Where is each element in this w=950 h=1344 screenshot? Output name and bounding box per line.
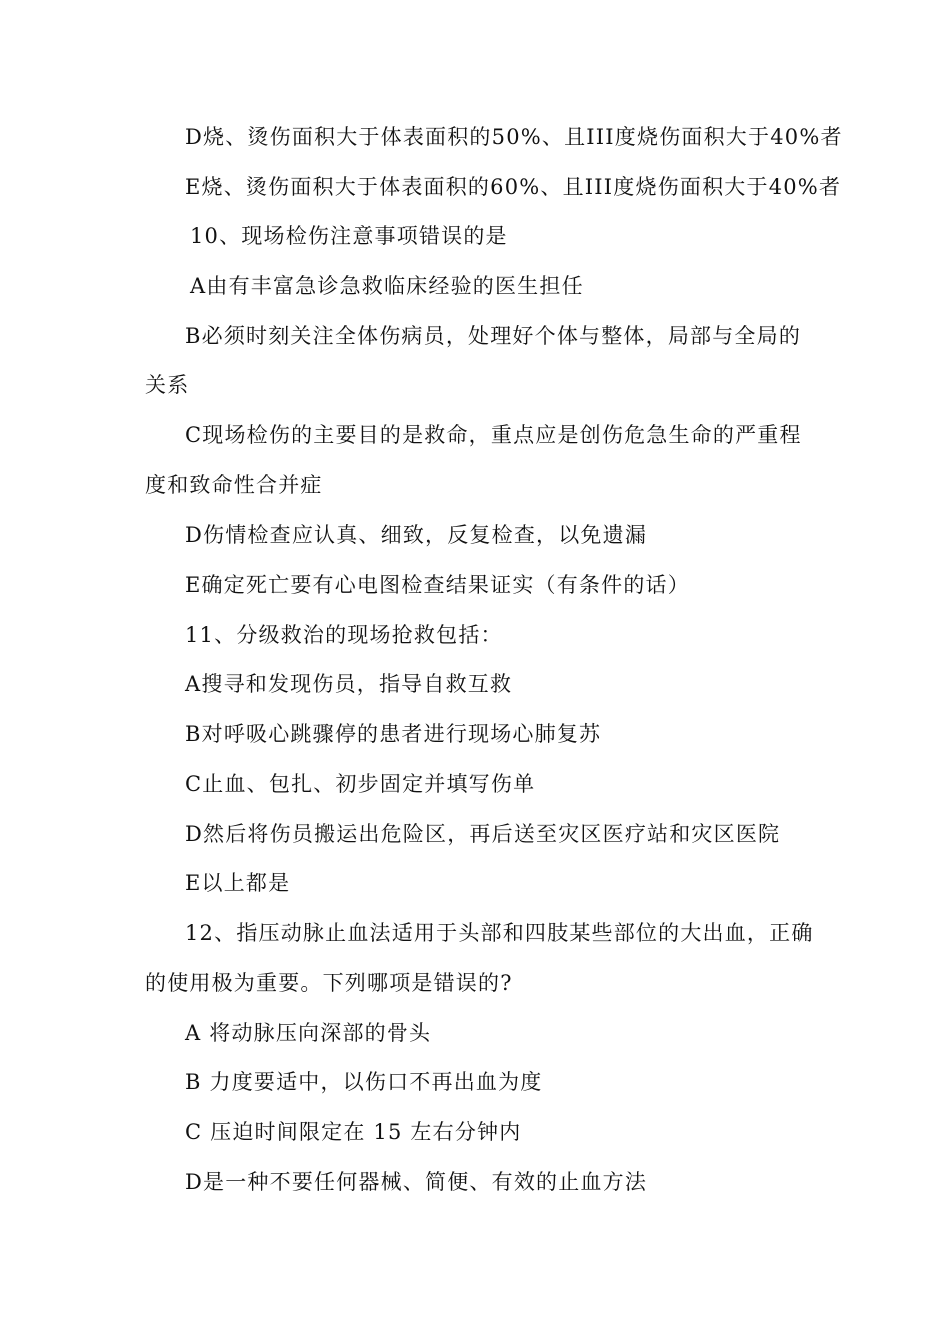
text-line: 12、指压动脉止血法适用于头部和四肢某些部位的大出血，正确 (185, 921, 814, 945)
text-line: A由有丰富急诊急救临床经验的医生担任 (190, 274, 584, 298)
text-line: C止血、包扎、初步固定并填写伤单 (185, 772, 536, 796)
text-line: E以上都是 (185, 871, 291, 895)
text-line: C 压迫时间限定在 15 左右分钟内 (185, 1120, 522, 1144)
text-line: B必须时刻关注全体伤病员，处理好个体与整体，局部与全局的 (185, 324, 802, 348)
text-line: 关系 (145, 373, 190, 397)
text-line: A搜寻和发现伤员，指导自救互救 (185, 672, 513, 696)
text-line: B对呼吸心跳骤停的患者进行现场心肺复苏 (185, 722, 602, 746)
text-line: E烧、烫伤面积大于体表面积的60%、且III度烧伤面积大于40%者 (185, 175, 842, 199)
text-line: 11、分级救治的现场抢救包括： (185, 623, 503, 647)
text-line: B 力度要适中，以伤口不再出血为度 (185, 1070, 543, 1094)
text-line: D然后将伤员搬运出危险区，再后送至灾区医疗站和灾区医院 (185, 822, 781, 846)
text-line: 度和致命性合并症 (145, 473, 323, 497)
text-line: D烧、烫伤面积大于体表面积的50%、且III度烧伤面积大于40%者 (185, 125, 843, 149)
text-line: D是一种不要任何器械、简便、有效的止血方法 (185, 1170, 648, 1194)
text-line: 的使用极为重要。下列哪项是错误的? (145, 971, 513, 995)
text-line: C现场检伤的主要目的是救命，重点应是创伤危急生命的严重程 (185, 423, 802, 447)
text-line: 10、现场检伤注意事项错误的是 (190, 224, 508, 248)
text-line: D伤情检查应认真、细致，反复检查，以免遗漏 (185, 523, 648, 547)
text-line: E确定死亡要有心电图检查结果证实（有条件的话） (185, 573, 690, 597)
text-line: A 将动脉压向深部的骨头 (185, 1021, 432, 1045)
